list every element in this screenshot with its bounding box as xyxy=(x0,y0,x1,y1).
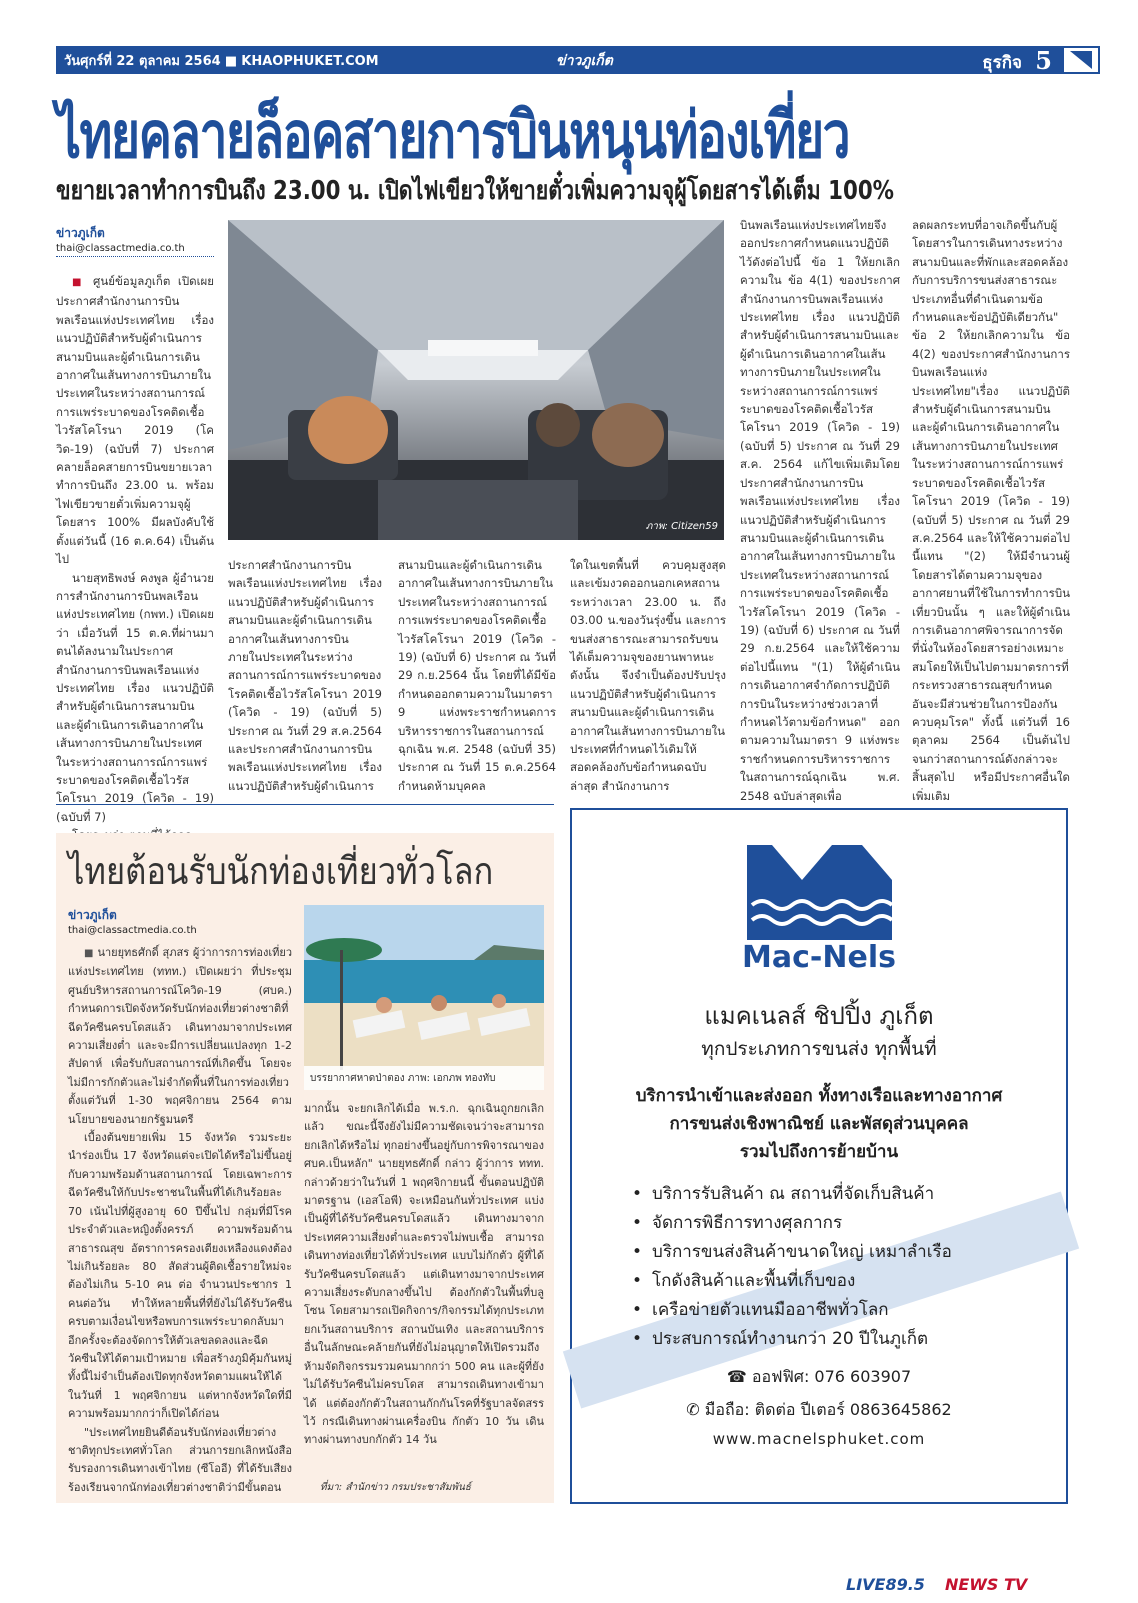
ad-bullet: • เครือข่ายตัวแทนมืออาชีพทั่วโลก xyxy=(632,1296,952,1325)
header-page-number: 5 xyxy=(1035,46,1052,75)
header-site[interactable]: KHAOPHUKET.COM xyxy=(241,53,379,69)
footer-logos xyxy=(846,1575,1027,1594)
ad-thai-name: แมคเนลส์ ชิปปิ้ง ภูเก็ต xyxy=(704,1002,934,1030)
ad-service-line-1: บริการนำเข้าและส่งออก ทั้งทางเรือและทางอากาศ xyxy=(635,1086,1003,1106)
ad-bullet: • โกดังสินค้าและพื้นที่เก็บของ xyxy=(632,1267,952,1296)
byline-name: ข่าวภูเก็ต xyxy=(68,908,117,922)
bullet-square-icon: ■ xyxy=(84,948,94,959)
ad-bullet: • จัดการพิธีการทางศุลกากร xyxy=(632,1209,952,1238)
article1-column-2: ประกาศสำนักงานการบินพลเรือนแห่งประเทศไทย เรื่อง แนวปฏิบัติสำหรับผู้ดำเนินการสนามบินและผู้ดำเนินการเดินอากาศในเส้นทางการบินภายในประเทศในระหว่างสถานการณ์การแพร่ระบาดของโรคติดเชื้อไวรัสโคโรนา 2019 (โควิด - 19) (ฉบับที่ 5) ประกาศ ณ วันที่ 29 ส.ค.2564 และประกาศสำนักงานการบินพลเรือนแห่งประเทศไทย เรื่อง แนวปฏิบัติสำหรับผู้ดำเนินการ xyxy=(228,558,382,793)
ad-website-link[interactable]: www.macnelsphuket.com xyxy=(712,1430,926,1448)
mobile-phone-icon: ✆ xyxy=(686,1400,700,1419)
ad-office-text: ออฟฟิศ: 076 603907 xyxy=(751,1367,912,1386)
beach-photo xyxy=(304,905,544,1090)
beach-photo-caption: บรรยากาศหาดป่าตอง ภาพ: เอกภพ ทองทับ xyxy=(304,1066,544,1090)
ad-bullet: • บริการขนส่งสินค้าขนาดใหญ่ เหมาลำเรือ xyxy=(632,1238,952,1267)
macnels-advertisement[interactable] xyxy=(570,808,1068,1504)
article1-column-5: บินพลเรือนแห่งประเทศไทยจึงออกประกาศกำหนดแนวปฏิบัติไว้ดังต่อไปนี้ ข้อ 1 ให้ยกเลิกความใน ข้อ 4(1) ของประกาศสำนักงานการบินพลเรือนแห่งประเทศไทย เรื่อง แนวปฏิบัติสำหรับผู้ดำเนินการสนามบินและผู้ดำเนินการเดินอากาศในเส้นทางการบินภายในประเทศในระหว่างสถานการณ์การแพร่ระบาดของโรคติดเชื้อไวรัสโคโรนา 2019 (โควิด - 19) (ฉบับที่ 5) ประกาศ ณ วันที่ 29 ส.ค. 2564 แก้ไขเพิ่มเติมโดยประกาศสำนักงานการบินพลเรือนแห่งประเทศไทย เรื่อง แนวปฏิบัติสำหรับผู้ดำเนินการสนามบินและผู้ดำเนินการเดินอากาศในเส้นทางการบินภายในประเทศในระหว่างสถานการณ์การแพร่ระบาดของโรคติดเชื้อไวรัสโคโรนา 2019 (โควิด - 19) (ฉบับที่ 6) ประกาศ ณ วันที่ 29 ก.ย.2564 และให้ใช้ความต่อไปนี้แทน "(1) ให้ผู้ดำเนินการเดินอากาศจำกัดการปฏิบัติการบินในระหว่างช่วงเวลาที่กำหนดไว้ตามข้อกำหนด" ออกตามความในมาตรา 9 แห่งพระราชกำหนดการบริหารราชการในสถานการณ์ฉุกเฉิน พ.ศ. 2548 ฉบับล่าสุดเพื่อ xyxy=(740,218,900,803)
header-section: ธุรกิจ xyxy=(982,53,1022,73)
photo-credit: ภาพ: Citizen59 xyxy=(645,521,718,532)
ad-bullet-list xyxy=(632,1180,952,1354)
news-tv-logo[interactable]: NEWS TV xyxy=(944,1575,1028,1594)
ad-mobile-phone[interactable] xyxy=(572,1398,1066,1423)
ad-tagline: ทุกประเภทการขนส่ง ทุกพื้นที่ xyxy=(701,1038,937,1060)
header-date: วันศุกร์ที่ 22 ตุลาคม 2564 ■ KHAOPHUKET.COM xyxy=(64,53,379,69)
article1-subhead: ขยายเวลาทำการบินถึง 23.00 น. เปิดไฟเขียวให้ขายตั๋วเพิ่มความจุผู้โดยสารได้เต็ม 100% xyxy=(56,176,895,206)
ad-service-line-3: รวมไปถึงการย้ายบ้าน xyxy=(739,1142,899,1162)
byline-email[interactable]: thai@classactmedia.co.th xyxy=(68,925,197,936)
article2-colA2-text: เบื้องต้นขยายเพิ่ม 15 จังหวัด รวมระยะนำร่องเป็น 17 จังหวัดแต่จะเปิดได้หรือไม่ขึ้นอยู่กับความพร้อมด้านสถานการณ์ โดยเฉพาะการฉีดวัคซีนให้กับประชาชนในพื้นที่ได้เกินร้อยละ 70 เน้นไปที่ผู้สูงอายุ 60 ปีขึ้นไป กลุ่มที่มีโรคประจำตัวและหญิงตั้งครรภ์ ความพร้อมด้านสาธารณสุข อัตราการครองเตียงเหลืองแดงต้องไม่เกินร้อยละ 80 สัดส่วนผู้ติดเชื้อรายใหม่จะต้องไม่เกิน 5-10 คน ต่อ จำนวนประชากร 1 คนต่อวัน ทำให้หลายพื้นที่ที่ยังไม่ได้รับวัคซีนครบตามเงื่อนไขหรือพบการแพร่ระบาดกลับมาอีกครั้งจะต้องจัดการให้ตัวเลขลดลงและฉีดวัคซีนให้ได้ตามเป้าหมาย เพื่อสร้างภูมิคุ้มกันหมู่ ทั้งนี้ไม่จำเป็นต้องเปิดทุกจังหวัดตามแผนให้ได้ในวันที่ 1 พฤศจิกายน แต่หากจังหวัดใดที่มีความพร้อมมากกว่าก็เปิดได้ก่อน xyxy=(68,1131,292,1421)
article2-colA3-text: "ประเทศไทยยินดีต้อนรับนักท่องเที่ยวต่างชาติทุกประเทศทั่วโลก ส่วนการยกเลิกหนังสือรับรองการเดินทางเข้าไทย (ซีโออี) ที่ได้รับเสียงร้องเรียนจากนักท่องเที่ยวต่างชาติว่ามีขั้นตอน xyxy=(68,1425,292,1494)
article1-col1-text: ศูนย์ข้อมูลภูเก็ต เปิดเผยประกาศสำนักงานการบินพลเรือนแห่งประเทศไทย เรื่อง แนวปฏิบัติสำหรับผู้ดำเนินการสนามบินและผู้ดำเนินการเดินอากาศในเส้นทางการบินภายในประเทศในระหว่างสถานการณ์การแพร่ระบาดของโรคติดเชื้อไวรัสโคโรนา 2019 (โควิด-19) (ฉบับที่ 7) ประกาศคลายล็อคสายการบินขยายเวลาทำการบินถึง 23.00 น. พร้อมไฟเขียวขายตั๋วเพิ่มความจุผู้โดยสาร 100% มีผลบังคับใช้ตั้งแต่วันนี้ (16 ต.ค.64) เป็นต้นไป xyxy=(56,274,215,567)
article1-col1b-text: นายสุทธิพงษ์ คงพูล ผู้อำนวยการสำนักงานการบินพลเรือนแห่งประเทศไทย (กพท.) เปิดเผยว่า เมื่อวันที่ 15 ต.ค.ที่ผ่านมา ตนได้ลงนามในประกาศสำนักงานการบินพลเรือนแห่งประเทศไทย เรื่อง แนวปฏิบัติสำหรับผู้ดำเนินการสนามบินและผู้ดำเนินการเดินอากาศในเส้นทางการบินภายในประเทศในระหว่างสถานการณ์การแพร่ระบาดของโรคติดเชื้อไวรัสโคโรนา 2019 (โควิด - 19) (ฉบับที่ 7) xyxy=(56,570,214,824)
article1-column-1 xyxy=(56,272,215,824)
byline-email[interactable]: thai@classactmedia.co.th xyxy=(56,243,185,254)
macnels-logo-icon xyxy=(572,820,1070,950)
corner-arrow-icon xyxy=(1062,46,1100,74)
ad-service-line-2: การขนส่งเชิงพาณิชย์ และพัสดุส่วนบุคคล xyxy=(669,1114,969,1134)
article2-byline xyxy=(68,906,288,936)
bullet-square-icon: ■ xyxy=(72,277,86,288)
article1-column-3: สนามบินและผู้ดำเนินการเดินอากาศในเส้นทางการบินภายในประเทศในระหว่างสถานการณ์การแพร่ระบาดของโรคติดเชื้อไวรัสโคโรนา 2019 (โควิด - 19) (ฉบับที่ 6) ประกาศ ณ วันที่ 29 ก.ย.2564 นั้น โดยที่ได้มีข้อกำหนดออกตามความในมาตรา 9 แห่งพระราชกำหนดการบริหารราชการในสถานการณ์ฉุกเฉิน พ.ศ. 2548 (ฉบับที่ 35) ประกาศ ณ วันที่ 15 ต.ค.2564 กำหนดห้ามบุคคล xyxy=(398,558,556,793)
article2-column-2: มากนั้น จะยกเลิกได้เมื่อ พ.ร.ก. ฉุกเฉินถูกยกเลิกแล้ว ขณะนี้จึงยังไม่มีความชัดเจนว่าจะสามารถยกเลิกได้หรือไม่ ทุกอย่างขึ้นอยู่กับการพิจารณาของ ศบค.เป็นหลัก" นายยุทธศักดิ์ กล่าว ผู้ว่าการ ททท. กล่าวด้วยว่าในวันที่ 1 พฤศจิกายนนี้ ขั้นตอนปฏิบัติมาตรฐาน (เอสโอพี) จะเหมือนกันทั่วประเทศ แบ่งเป็นผู้ที่ได้รับวัคซีนครบโดสแล้ว เดินทางมาจากประเทศความเสี่ยงต่ำและตรวจไม่พบเชื้อ สามารถเดินทางท่องเที่ยวได้ทั่วประเทศ แบบไม่กักตัว ผู้ที่ได้รับวัคซีนครบโดสแล้ว แต่เดินทางมาจากประเทศความเสี่ยงระดับกลางขึ้นไป ต้องกักตัวในพื้นที่บลูโซน โดยสามารถเปิดกิจการ/กิจกรรมได้ทุกประเภท ยกเว้นสถานบริการ สถานบันเทิง และสถานบริการอื่นในลักษณะคล้ายกันที่ยังไม่อนุญาตให้เปิดรวมถึงห้ามจัดกิจกรรมรวมคนมากกว่า 500 คน และผู้ที่ยังไม่ได้รับวัคซีนไม่ครบโดส สามารถเดินทางเข้ามาได้ แต่ต้องกักตัวในสถานกักกันโรคที่รัฐบาลจัดสรรไว้ กรณีเดินทางผ่านเครื่องบิน กักตัว 10 วัน เดินทางผ่านทางบกกักตัว 14 วัน xyxy=(304,1102,544,1447)
ad-office-phone[interactable] xyxy=(572,1365,1066,1390)
article2-colA-text: นายยุทธศักดิ์ สุภสร ผู้ว่าการการท่องเที่ยวแห่งประเทศไทย (ททท.) เปิดเผยว่า ที่ประชุมศูนย์บริหารสถานการณ์โควิด-19 (ศบค.) กำหนดการเปิดจังหวัดรับนักท่องเที่ยวต่างชาติที่ฉีดวัคซีนครบโดสแล้ว เดินทางมาจากประเทศความเสี่ยงต่ำ และจะมีการเปลี่ยนแปลงทุก 1-2 สัปดาห์ เพื่อรับกับสถานการณ์ที่เกิดขึ้น โดยจะไม่มีการกักตัวและไม่จำกัดพื้นที่ในการท่องเที่ยวตั้งแต่วันที่ 1-30 พฤศจิกายน 2564 ตามนโยบายของนายกรัฐมนตรี xyxy=(68,946,293,1126)
section-divider xyxy=(56,804,554,805)
ad-bullet: • ประสบการณ์ทำงานกว่า 20 ปีในภูเก็ต xyxy=(632,1325,952,1354)
header-date-text: วันศุกร์ที่ 22 ตุลาคม 2564 xyxy=(64,53,221,69)
byline-name: ข่าวภูเก็ต xyxy=(56,226,105,240)
article1-headline: ไทยคลายล็อคสายการบินหนุนท่องเที่ยว xyxy=(56,99,850,173)
article2-source: ที่มา: สำนักข่าว กรมประชาสัมพันธ์ xyxy=(320,1482,471,1493)
article1-column-6: ลดผลกระทบที่อาจเกิดขึ้นกับผู้โดยสารในการเดินทางระหว่างสนามบินและที่พักและสอดคล้องกับการบริการขนส่งสาธารณะประเภทอื่นที่ดำเนินตามข้อกำหนดและข้อปฏิบัติเดียวกัน" ข้อ 2 ให้ยกเลิกความใน ข้อ 4(2) ของประกาศสำนักงานการบินพลเรือนแห่งประเทศไทย"เรื่อง แนวปฏิบัติสำหรับผู้ดำเนินการสนามบินและผู้ดำเนินการเดินอากาศในเส้นทางการบินภายในประเทศในระหว่างสถานการณ์การแพร่ระบาดของโรคติดเชื้อไวรัสโคโรนา 2019 (โควิด - 19) (ฉบับที่ 5) ประกาศ ณ วันที่ 29 ส.ค.2564 และให้ใช้ความต่อไปนี้แทน "(2) ให้มีจำนวนผู้โดยสารได้ตามความจุของอากาศยานที่ใช้ในการทำการบินเที่ยวบินนั้น ๆ และให้ผู้ดำเนินการเดินอากาศพิจารณาการจัดที่นั่งในห้องโดยสารอย่างเหมาะสมโดยให้เป็นไปตามมาตรการที่กระทรวงสาธารณสุขกำหนด อันจะมีส่วนช่วยในการป้องกันควบคุมโรค" ทั้งนี้ แต่วันที่ 16 ตุลาคม 2564 เป็นต้นไป จนกว่าสถานการณ์ดังกล่าวจะสิ้นสุดไป หรือมีประกาศอื่นใดเพิ่มเติม xyxy=(912,218,1071,803)
phone-icon: ☎ xyxy=(726,1367,747,1386)
article1-byline xyxy=(56,224,214,257)
article1-column-4: ใดในเขตพื้นที่ ควบคุมสูงสุดและเข้มงวดออกนอกเคหสถานระหว่างเวลา 23.00 น. ถึง 03.00 น.ของวันรุ่งขึ้น และการขนส่งสาธารณะสามารถรับขนได้เต็มความจุของยานพาหนะ ดังนั้น จึงจำเป็นต้องปรับปรุงแนวปฏิบัติสำหรับผู้ดำเนินการสนามบินและผู้ดำเนินการเดินอากาศในเส้นทางการบินภายในประเทศที่กำหนดไว้เดิมให้สอดคล้องกับข้อกำหนดฉบับล่าสุด สำนักงานการ xyxy=(570,558,726,793)
ad-mobile-text: มือถือ: ติดต่อ ปีเตอร์ 0863645862 xyxy=(704,1400,952,1419)
article2-headline: ไทยต้อนรับนักท่องเที่ยวทั่วโลก xyxy=(68,849,494,893)
airplane-cabin-photo xyxy=(228,220,724,540)
ad-brand: Mac-Nels xyxy=(742,940,896,975)
article2-column-1 xyxy=(68,944,292,1494)
header-masthead: ข่าวภูเก็ต xyxy=(556,53,613,69)
live-radio-logo[interactable]: LIVE89.5 xyxy=(846,1575,925,1594)
ad-bullet: • บริการรับสินค้า ณ สถานที่จัดเก็บสินค้า xyxy=(632,1180,952,1209)
page-header-bar xyxy=(56,46,1100,74)
